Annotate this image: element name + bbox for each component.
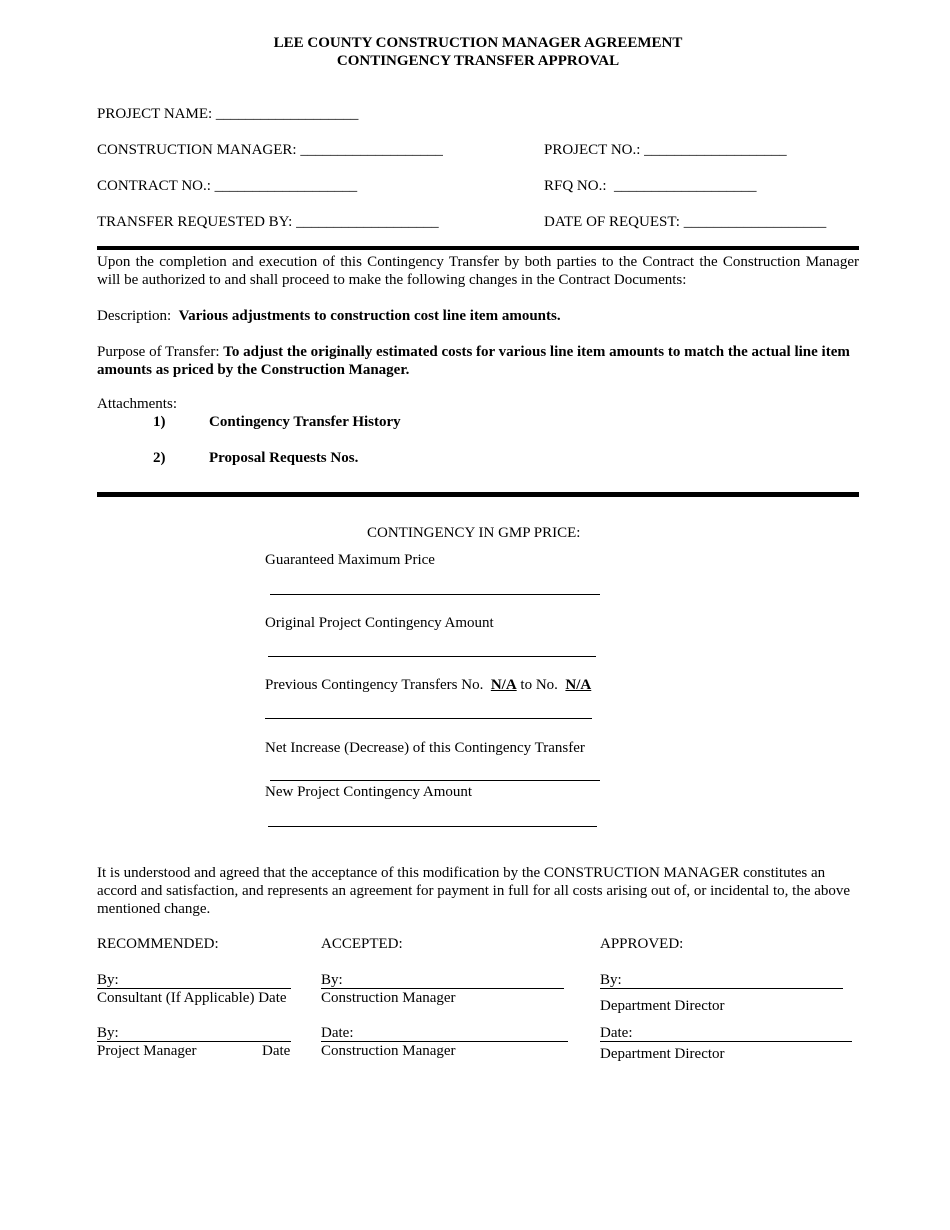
date-of-request-field[interactable] xyxy=(544,214,826,231)
intro-paragraph: Upon the completion and execution of this Contingency Transfer by both parties to the Contract the Construction Manager will be authorized to and shall proceed to make the following changes in the Contract Documents: xyxy=(97,254,859,288)
previous-transfers-mid: to No. xyxy=(520,677,558,693)
accepted-heading: ACCEPTED: xyxy=(321,936,403,952)
director-signature-line[interactable]: By: xyxy=(600,972,843,989)
cm-caption: Construction Manager xyxy=(321,990,456,1006)
net-increase-label: Net Increase (Decrease) of this Contingency Transfer xyxy=(265,740,585,756)
section-divider-top xyxy=(97,246,859,250)
date-of-request-label: DATE OF REQUEST: xyxy=(544,214,680,230)
project-no-label: PROJECT NO.: xyxy=(544,142,641,158)
rfq-no-blank: ___________________ xyxy=(614,178,757,194)
construction-manager-label: CONSTRUCTION MANAGER: xyxy=(97,142,297,158)
previous-transfers-label: Previous Contingency Transfers No. xyxy=(265,677,484,693)
transfer-requested-by-label: TRANSFER REQUESTED BY: xyxy=(97,214,293,230)
cm-signature-line[interactable]: By: xyxy=(321,972,564,989)
previous-transfers-from: N/A xyxy=(490,677,517,693)
construction-manager-blank: ___________________ xyxy=(300,142,443,158)
new-contingency-label: New Project Contingency Amount xyxy=(265,784,473,800)
pm-date-caption: Date xyxy=(262,1043,291,1059)
previous-transfers-to: N/A xyxy=(565,677,592,693)
date-of-request-blank: ___________________ xyxy=(683,214,827,230)
cm-date-line[interactable]: Date: xyxy=(321,1025,568,1042)
purpose-row xyxy=(97,343,859,379)
cm-caption-2: Construction Manager xyxy=(321,1043,456,1059)
contract-no-field[interactable] xyxy=(97,178,357,195)
original-contingency-line[interactable] xyxy=(268,656,596,657)
transfer-requested-by-field[interactable] xyxy=(97,214,439,231)
original-contingency-label: Original Project Contingency Amount xyxy=(265,615,494,631)
attachment-1-number: 1) xyxy=(153,414,166,430)
guaranteed-max-price-line[interactable] xyxy=(270,594,600,595)
section-divider-bottom xyxy=(97,492,859,497)
project-no-blank: ___________________ xyxy=(644,142,787,158)
project-name-label: PROJECT NAME: xyxy=(97,106,213,122)
description-row xyxy=(97,307,859,325)
gmp-heading: CONTINGENCY IN GMP PRICE: xyxy=(367,525,581,541)
previous-transfers-line[interactable] xyxy=(265,718,592,719)
transfer-requested-by-blank: ___________________ xyxy=(296,214,439,230)
agreement-paragraph: It is understood and agreed that the acceptance of this modification by the CONSTRUCTION MANAGER constitutes an accord and satisfaction, and represents an agreement for payment in full for all costs arising out of, or incidental to, the above mentioned change. xyxy=(97,865,851,917)
purpose-value: To adjust the originally estimated costs for various line item amounts to match the actual line item amounts as priced by the Construction Manager. xyxy=(97,344,850,378)
guaranteed-max-price-label: Guaranteed Maximum Price xyxy=(265,552,435,568)
project-no-field[interactable] xyxy=(544,142,787,159)
construction-manager-field[interactable] xyxy=(97,142,443,159)
project-name-blank: ___________________ xyxy=(215,106,359,122)
project-name-field[interactable] xyxy=(97,106,358,123)
attachment-2-text: Proposal Requests Nos. xyxy=(209,450,359,466)
purpose-label: Purpose of Transfer: xyxy=(97,344,220,360)
director-date-line[interactable]: Date: xyxy=(600,1025,852,1042)
net-increase-line[interactable] xyxy=(270,780,600,781)
attachment-1-text: Contingency Transfer History xyxy=(209,414,401,430)
attachments-label: Attachments: xyxy=(97,396,177,412)
rfq-no-field[interactable] xyxy=(544,178,757,195)
new-contingency-line[interactable] xyxy=(268,826,597,827)
title-line-2: CONTINGENCY TRANSFER APPROVAL xyxy=(336,53,620,69)
pm-caption: Project Manager xyxy=(97,1043,197,1059)
attachment-2-number: 2) xyxy=(153,450,166,466)
description-label: Description: xyxy=(97,308,172,324)
recommended-heading: RECOMMENDED: xyxy=(97,936,219,952)
approved-heading: APPROVED: xyxy=(600,936,684,952)
director-caption-2: Department Director xyxy=(600,1046,725,1062)
director-caption: Department Director xyxy=(600,998,725,1014)
consultant-signature-line[interactable]: By: xyxy=(97,972,291,989)
consultant-caption: Consultant (If Applicable) Date xyxy=(97,990,287,1006)
contract-no-label: CONTRACT NO.: xyxy=(97,178,211,194)
description-value: Various adjustments to construction cost line item amounts. xyxy=(178,308,561,324)
previous-transfers-row xyxy=(265,677,591,694)
pm-signature-line[interactable]: By: xyxy=(97,1025,291,1042)
rfq-no-label: RFQ NO.: xyxy=(544,178,607,194)
title-line-1: LEE COUNTY CONSTRUCTION MANAGER AGREEMENT xyxy=(273,35,683,51)
contract-no-blank: ___________________ xyxy=(214,178,358,194)
